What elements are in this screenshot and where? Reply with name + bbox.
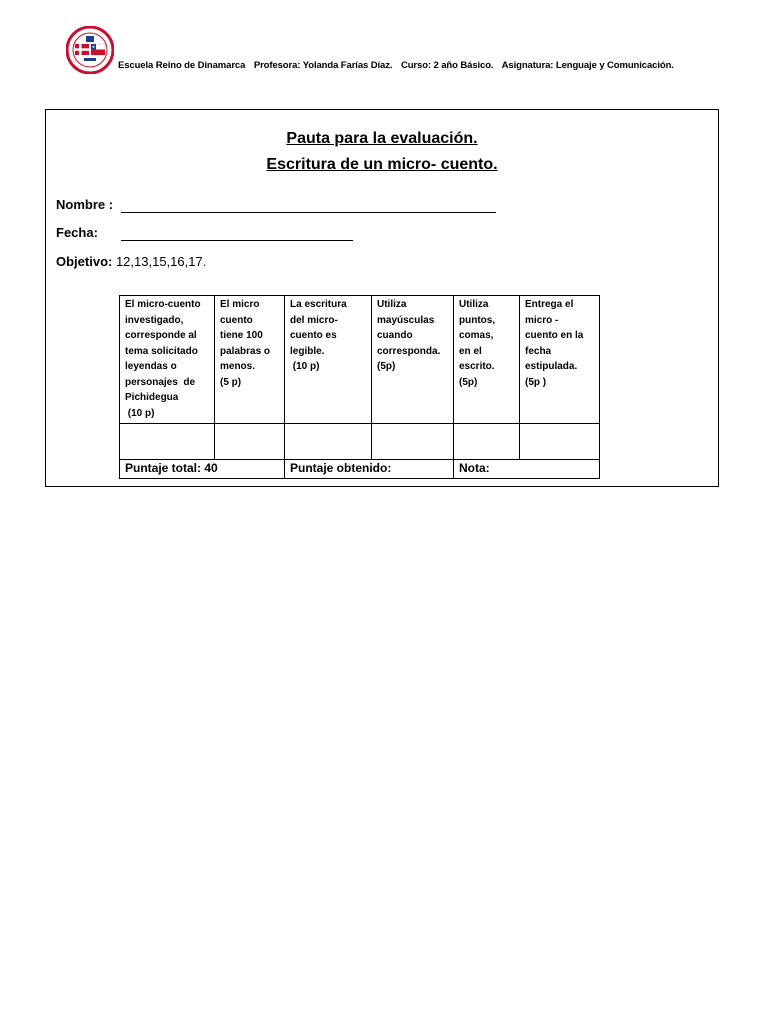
score-cell[interactable] (454, 424, 520, 460)
criterion-text-line: del micro- (290, 314, 338, 326)
doc-title: Pauta para la evaluación. (286, 130, 478, 147)
criterion-text-line: cuento en la (525, 330, 584, 341)
objective-row (56, 254, 206, 269)
score-row (120, 424, 600, 460)
criterion-text-line: Utiliza (377, 299, 407, 310)
criterion-text-line: puntos, (459, 314, 496, 326)
score-cell[interactable] (372, 424, 454, 460)
criterion-text-line: investigado, (125, 314, 184, 326)
criterion-text-line: cuando (377, 330, 413, 341)
score-cell[interactable] (520, 424, 600, 460)
criterion-cell (520, 296, 600, 424)
criterion-text-line: (10 p) (125, 407, 155, 419)
criterion-text-line: palabras o (220, 345, 271, 357)
criterion-text-line: El micro-cuento (125, 299, 201, 310)
criterion-text-line: legible. (290, 345, 325, 357)
grade[interactable]: Nota: (454, 460, 600, 479)
criterion-text-line: (5p ) (525, 376, 547, 388)
score-cell[interactable] (285, 424, 372, 460)
criterion-cell (285, 296, 372, 424)
criterion-cell (454, 296, 520, 424)
criteria-row (120, 296, 600, 424)
criterion-text-line: Pichidegua (125, 392, 179, 403)
criterion-text-line: mayúsculas (377, 314, 435, 326)
name-line[interactable] (121, 212, 496, 213)
score-cell[interactable] (215, 424, 285, 460)
criterion-text-line: personajes de (125, 376, 196, 388)
name-label: Nombre : (56, 197, 114, 212)
criterion-text-line: corresponde al (125, 330, 197, 341)
course-info: Curso: 2 año Básico. (400, 60, 494, 71)
date-line[interactable] (121, 240, 353, 241)
total-score: Puntaje total: 40 (120, 460, 285, 479)
objective-label: Objetivo: (56, 254, 113, 269)
criterion-text-line: menos. (220, 361, 256, 372)
score-cell[interactable] (120, 424, 215, 460)
criterion-cell (372, 296, 454, 424)
subject-info: Asignatura: Lenguaje y Comunicación. (501, 60, 674, 71)
doc-subtitle: Escritura de un micro- cuento. (266, 156, 498, 173)
school-name: Escuela Reino de Dinamarca (118, 60, 246, 71)
header-info (118, 60, 680, 71)
criterion-text-line: escrito. (459, 361, 495, 372)
criterion-text-line: fecha (525, 345, 552, 357)
criterion-cell (120, 296, 215, 424)
criterion-text-line: tiene 100 (220, 330, 263, 341)
criterion-text-line: tema solicitado (125, 345, 198, 357)
school-crest-icon (66, 26, 114, 74)
criterion-text-line: (5 p) (220, 376, 242, 388)
criterion-text-line: micro - (525, 314, 559, 326)
criterion-text-line: cuento (220, 314, 253, 326)
evaluation-sheet (45, 109, 719, 487)
criterion-text-line: El micro (220, 299, 260, 310)
criterion-text-line: (10 p) (290, 361, 320, 372)
objective-value: 12,13,15,16,17. (112, 254, 207, 269)
criterion-text-line: leyendas o (125, 361, 177, 372)
criterion-text-line: La escritura (290, 299, 347, 310)
criterion-text-line: en el (459, 345, 482, 357)
criterion-text-line: Entrega el (525, 299, 574, 310)
page-header (66, 26, 746, 82)
criterion-text-line: (5p) (459, 376, 478, 388)
criterion-text-line: comas, (459, 330, 494, 341)
date-label: Fecha: (56, 225, 98, 240)
obtained-score[interactable]: Puntaje obtenido: (285, 460, 454, 479)
criterion-text-line: (5p) (377, 361, 396, 372)
teacher-name: Profesora: Yolanda Farías Díaz. (253, 60, 393, 71)
rubric-table (119, 295, 600, 479)
criterion-text-line: cuento es (290, 330, 337, 341)
criterion-text-line: corresponda. (377, 345, 441, 357)
criterion-text-line: Utiliza (459, 299, 489, 310)
totals-row (120, 460, 600, 479)
criterion-cell (215, 296, 285, 424)
criterion-text-line: estipulada. (525, 361, 578, 372)
